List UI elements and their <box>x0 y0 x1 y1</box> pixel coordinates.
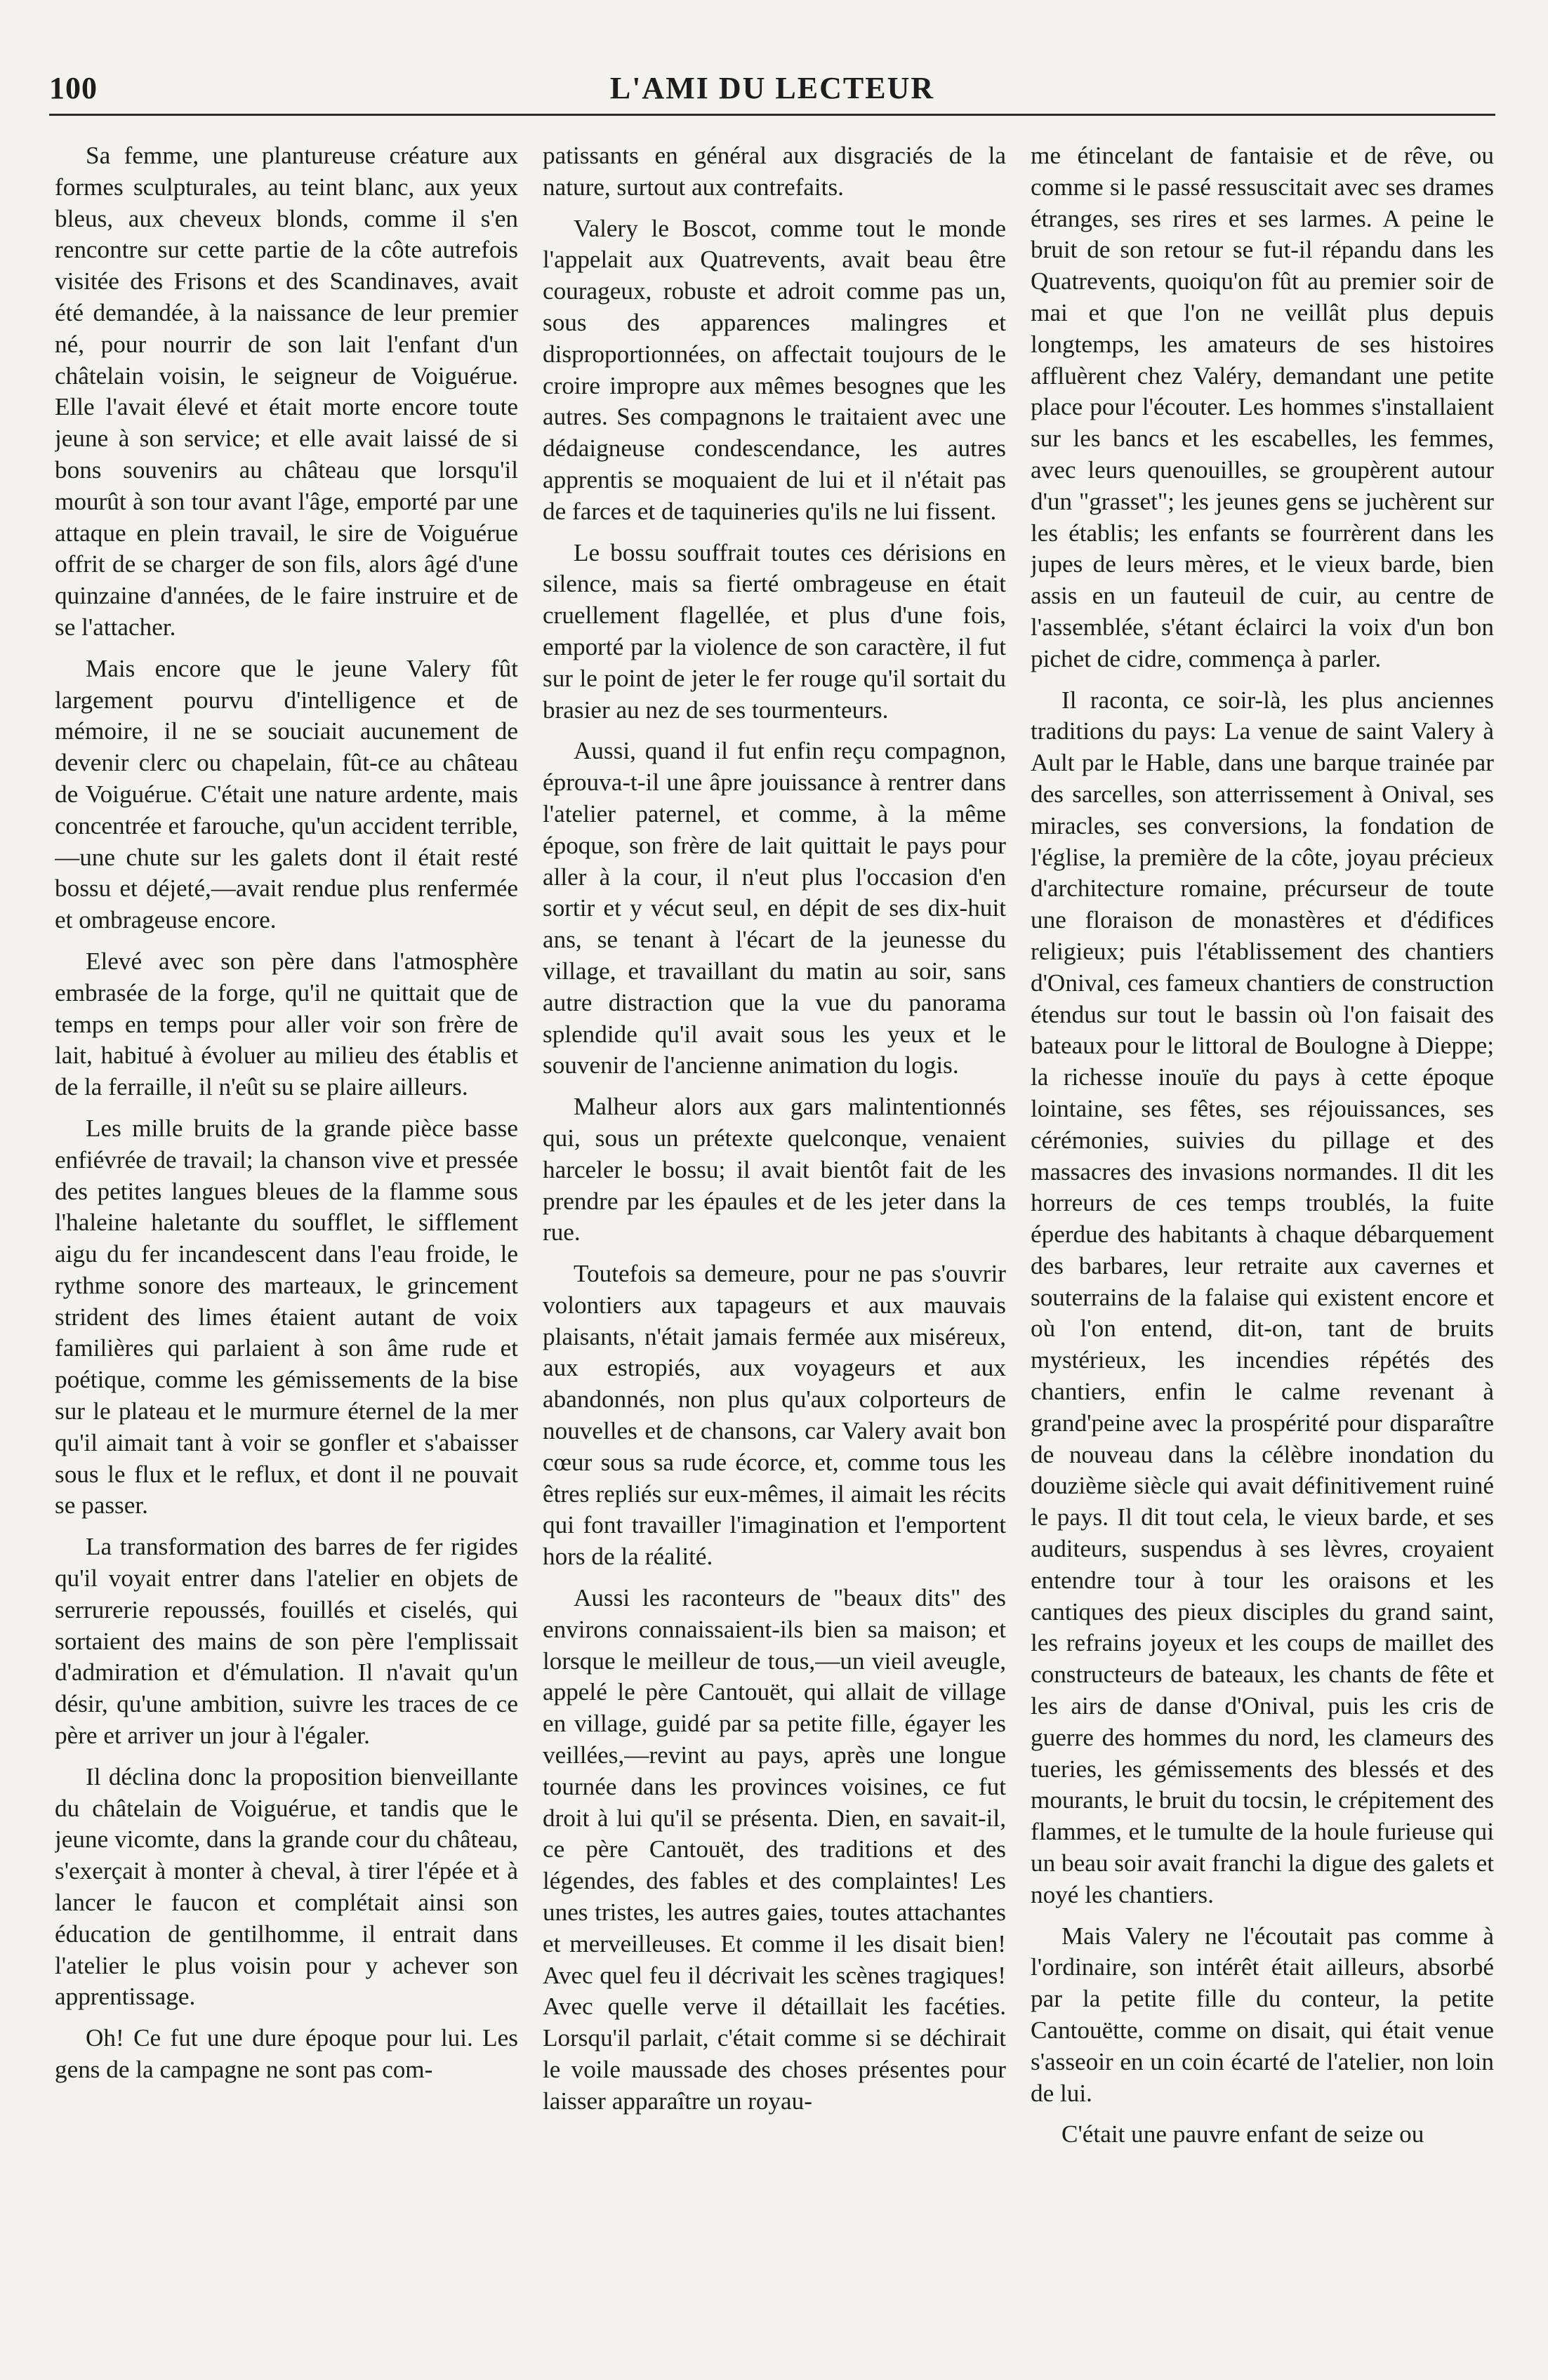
text-column-3 <box>1031 140 1494 2260</box>
journal-title: L'AMI DU LECTEUR <box>609 71 935 105</box>
paragraph: Malheur alors aux gars malintentionnés qui, sous un prétexte quelconque, venaient harceler le bossu; il avait bientôt fait de les prendre par les épaules et de les jeter dans la rue. <box>543 1093 1006 1246</box>
paragraph-continued: me étincelant de fantaisie et de rêve, ou comme si le passé ressuscitait avec ses drames étranges, ses rires et ses larmes. A peine le bruit de son retour se fut-il répandu dans les Quatrevents, quoiqu'on fût au premier soir de mai et que l'on ne veillât plus depuis longtemps, les amateurs de ses histoires affluèrent chez Valéry, demandant une petite place pour l'écouter. Les hommes s'installaient sur les bancs et les escabelles, les femmes, avec leurs quenouilles, se groupèrent autour d'un "grasset"; les jeunes gens se juchèrent sur les établis; les enfants se fourrèrent dans les jupes de leurs mères, et le vieux barde, bien assis en un fauteuil de cuir, au centre de l'assemblée, s'étant éclairci la voix d'un bon pichet de cidre, commença à parler. <box>1031 142 1494 672</box>
paragraph: Oh! Ce fut une dure époque pour lui. Les gens de la campagne ne sont pas com- <box>55 2024 518 2084</box>
paragraph: Aussi, quand il fut enfin reçu compagnon, éprouva-t-il une âpre jouissance à rentrer dans l'atelier paternel, et comme, à la même époque, son frère de lait quittait le pays pour aller à la cour, il n'eut plus l'occasion d'en sortir et y vécut seul, en dépit de ses dix-huit ans, se tenant à l'écart de la jeunesse du village, et travaillant du matin au soir, sans autre distraction que la vue du panorama splendide qu'il avait sous les yeux et le souvenir de l'ancienne animation du logis. <box>543 737 1006 1079</box>
paragraph: Le bossu souffrait toutes ces dérisions en silence, mais sa fierté ombrageuse en était cruellement flagellée, et plus d'une fois, emporté par la violence de son caractère, il fut sur le point de jeter le fer rouge qu'il sortait du brasier au nez de ses tourmenteurs. <box>543 538 1006 724</box>
paragraph: Il déclina donc la proposition bienveillante du châtelain de Voiguérue, et tandis que le jeune vicomte, dans la grande cour du château, s'exerçait à monter à cheval, à tirer l'épée et à lancer le faucon et complétait ainsi son éducation de gentilhomme, il entrait dans l'atelier le plus voisin pour y achever son apprentissage. <box>55 1762 518 2011</box>
paragraph: Aussi les raconteurs de "beaux dits" des environs connaissaient-ils bien sa maison; et lorsque le meilleur de tous,—un vieil aveugle, appelé le père Cantouët, qui allait de village en village, guidé par sa petite fille, égayer les veillées,—revint au pays, après une longue tournée dans les provinces voisines, ce fut droit à lui qu'il se présenta. Dien, en savait-il, ce père Cantouët, des traditions et des légendes, des fables et des complaintes! Les unes tristes, les autres gaies, toutes attachantes et merveilleuses. Et comme il les disait bien! Avec quel feu il décrivait les scènes tragiques! Avec quelle verve il détaillait les facéties. Lorsqu'il parlait, c'était comme si se déchirait le voile maussade des choses présentes pour laisser apparaître un royau- <box>543 1584 1006 2115</box>
paragraph: Les mille bruits de la grande pièce basse enfiévrée de travail; la chanson vive et pressée des petites langues bleues de la flamme sous l'haleine haletante du soufflet, le sifflement aigu du fer incandescent dans l'eau froide, le rythme sonore des marteaux, le grincement strident des limes étaient autant de voix familières qui parlaient à son âme rude et poétique, comme les gémissements de la bise sur le plateau et le murmure éternel de la mer qu'il aimait tant à voir se gonfler et s'abaisser sous le flux et le reflux, et dont il ne pouvait se passer. <box>55 1114 518 1520</box>
text-column-2 <box>543 140 1006 2260</box>
paragraph: Elevé avec son père dans l'atmosphère embrasée de la forge, qu'il ne quittait que de temps en temps pour aller voir son frère de lait, habitué à évoluer au milieu des établis et de la ferraille, il n'eût su se plaire ailleurs. <box>55 947 518 1101</box>
header-rule <box>49 114 1495 116</box>
page-header <box>49 62 1495 111</box>
paragraph: Il raconta, ce soir-là, les plus anciennes traditions du pays: La venue de saint Valery à Ault par le Hable, dans une barque trainée par des sarcelles, son atterrissement à Onival, ses miracles, ses conversions, la fondation de l'église, la première de la côte, joyau précieux d'architecture romaine, précurseur de toute une floraison de monastères et d'édifices religieux; puis l'établissement des chantiers d'Onival, ces fameux chantiers de construction étendus sur tout le bassin où l'on faisait des bateaux pour le littoral de Boulogne à Dieppe; la richesse inouïe du pays à cette époque lointaine, ses fêtes, ses réjouissances, ses cérémonies, suivies du pillage et des massacres des invasions normandes. Il dit les horreurs de ces temps troublés, la fuite éperdue des habitants à chaque débarquement des barbares, leur retraite aux cavernes et souterrains de la falaise qui existent encore et où l'on entend, dit-on, tant de bruits mystérieux, les incendies répétés des chantiers, enfin le calme revenant à grand'peine avec la prospérité pour disparaître de nouveau dans la célèbre inondation du douzième siècle qui avait définitivement ruiné le pays. Il dit tout cela, le vieux barde, et ses auditeurs, suspendus à ses lèvres, croyaient entendre tour à tour les oraisons et les cantiques des pieux disciples du grand saint, les refrains joyeux et les coups de maillet des constructeurs de bateaux, les chants de fête et les airs de danse d'Onival, puis les cris de guerre des hommes du nord, les clameurs des tueries, les gémissements des blessés et des mourants, le bruit du tocsin, le crépitement des flammes, et le tumulte de la houle furieuse qui un beau soir avait franchi la digue des galets et noyé les chantiers. <box>1031 686 1494 1908</box>
paragraph: La transformation des barres de fer rigides qu'il voyait entrer dans l'atelier en objets de serrurerie repoussés, fouillés et ciselés, qui sortaient des mains de son père l'emplissait d'admiration et d'émulation. Il n'avait qu'un désir, qu'une ambition, suivre les traces de ce père et arriver un jour à l'égaler. <box>55 1533 518 1750</box>
paragraph: Mais encore que le jeune Valery fût largement pourvu d'intelligence et de mémoire, il ne se souciait aucunement de devenir clerc ou chapelain, fût-ce au château de Voiguérue. C'était une nature ardente, mais concentrée et farouche, qu'un accident terrible,—une chute sur les galets dont il était resté bossu et déjeté,—avait rendue plus renfermée et ombrageuse encore. <box>55 654 518 934</box>
paragraph-continued: patissants en général aux disgraciés de la nature, surtout aux contrefaits. <box>543 142 1006 201</box>
paragraph: Toutefois sa demeure, pour ne pas s'ouvrir volontiers aux tapageurs et aux mauvais plaisants, n'était jamais fermée aux miséreux, aux estropiés, aux voyageurs et aux abandonnés, non plus qu'aux colporteurs de nouvelles et de chansons, car Valery avait bon cœur sous sa rude écorce, et, comme tous les êtres repliés sur eux-mêmes, il aimait les récits qui font travailler l'imagination et l'emportent hors de la réalité. <box>543 1260 1006 1571</box>
page-number: 100 <box>49 71 98 105</box>
paragraph: C'était une pauvre enfant de seize ou <box>1061 2120 1424 2148</box>
paragraph: Valery le Boscot, comme tout le monde l'appelait aux Quatrevents, avait beau être courageux, robuste et adroit comme pas un, sous des apparences malingres et disproportionnées, on affectait toujours de le croire impropre aux mêmes besognes que les autres. Ses compagnons le traitaient avec une dédaigneuse condescendance, les autres apprentis se moquaient de lui et il n'était pas de farces et de taquineries qu'ils ne lui fissent. <box>543 214 1006 525</box>
paragraph: Mais Valery ne l'écoutait pas comme à l'ordinaire, son intérêt était ailleurs, absorbé par la petite fille du conteur, la petite Cantouëtte, comme on disait, qui était venue s'asseoir en un coin écarté de l'atelier, non loin de lui. <box>1031 1922 1494 2107</box>
text-column-1 <box>55 140 518 2260</box>
paragraph: Sa femme, une plantureuse créature aux formes sculpturales, au teint blanc, aux yeux bleus, aux cheveux blonds, comme il s'en rencontre sur cette partie de la côte autrefois visitée des Frisons et des Scandinaves, avait été demandée, à la naissance de leur premier né, pour nourrir de son lait l'enfant d'un châtelain voisin, le seigneur de Voiguérue. Elle l'avait élevé et était morte encore toute jeune à son service; et elle avait laissé de si bons souvenirs au château que lorsqu'il mourût à son tour avant l'âge, emporté par une attaque en plein travail, le sire de Voiguérue offrit de se charger de son fils, alors âgé d'une quinzaine d'années, de le faire instruire et de se l'attacher. <box>55 142 518 641</box>
